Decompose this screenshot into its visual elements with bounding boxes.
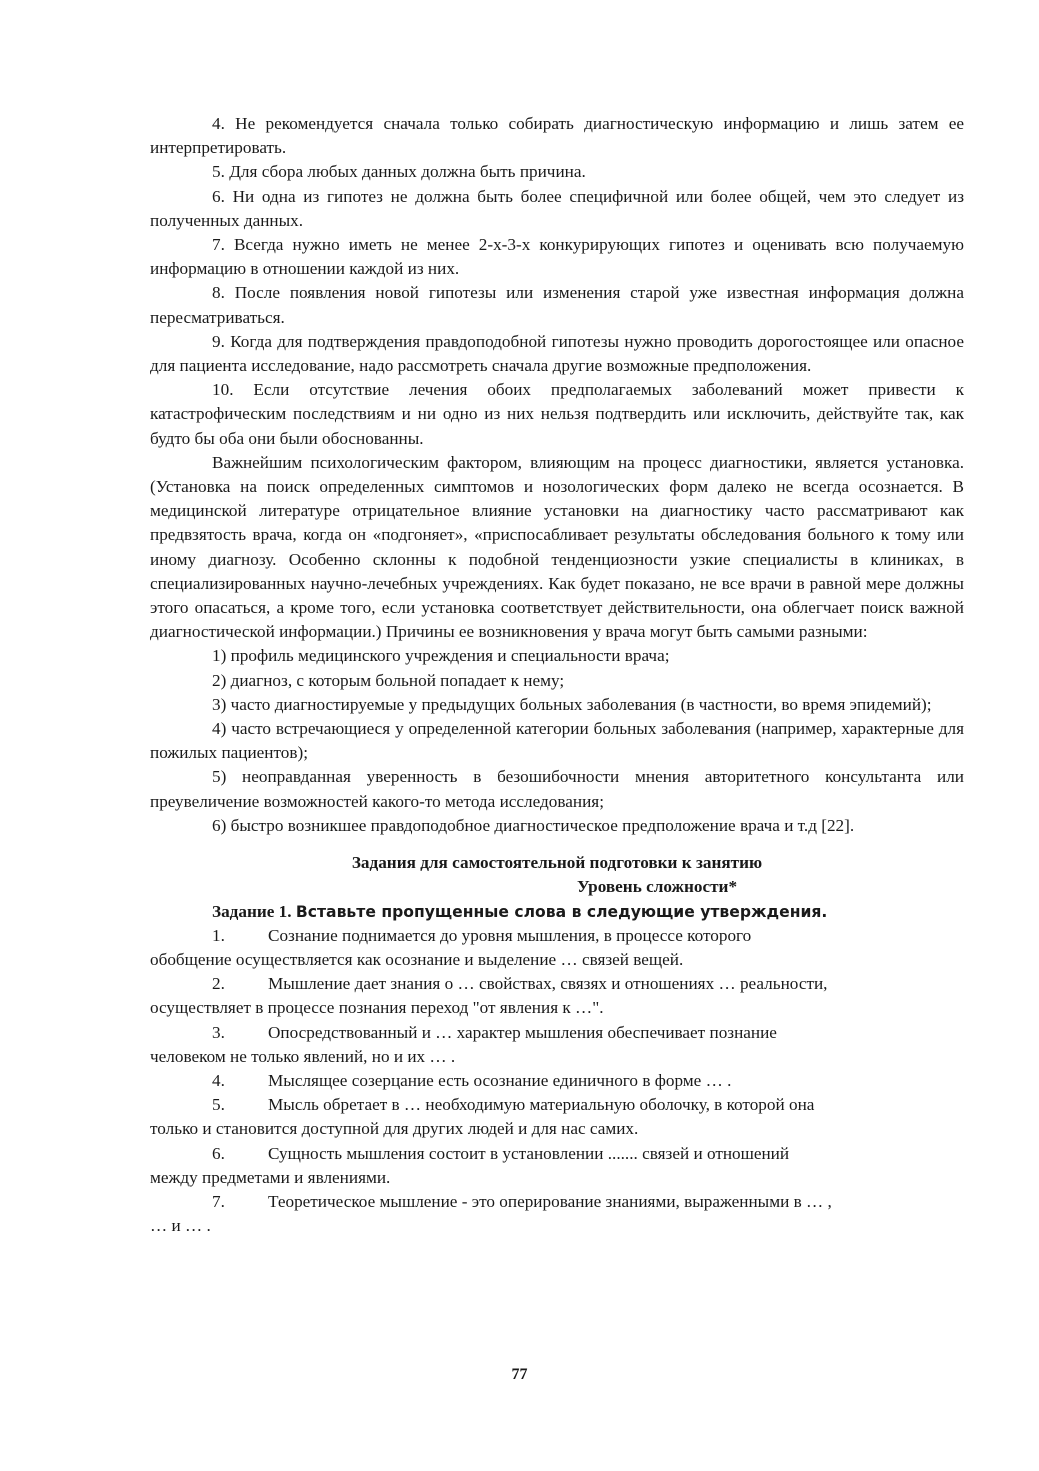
rule-4: 4. Не рекомендуется сначала только собирать диагностическую информацию и лишь затем ее интерпретировать. — [150, 114, 964, 158]
question-continuation: обобщение осуществляется как осознание и выделение … связей вещей. — [150, 949, 684, 969]
cause-3: 3) часто диагностируемые у предыдущих больных заболевания (в частности, во время эпидемий); — [212, 694, 932, 714]
task-dot: . — [287, 901, 292, 921]
question-continuation: только и становится доступной для других людей и для нас самих. — [150, 1119, 639, 1139]
question-number: 4. — [212, 1070, 225, 1090]
cause-5: 5) неоправданная уверенность в безошибочности мнения авторитетного консультанта или преувеличение возможностей какого-то метода исследования; — [150, 767, 964, 811]
question-continuation: осуществляет в процессе познания переход "от явления к …". — [150, 998, 604, 1018]
rule-6: 6. Ни одна из гипотез не должна быть более специфичной или более общей, чем это следует из полученных данных. — [150, 186, 964, 230]
question-continuation: … и … . — [150, 1216, 211, 1236]
question-text: Мысль обретает в … необходимую материальную оболочку, в которой она — [268, 1095, 815, 1115]
rule-8: 8. После появления новой гипотезы или изменения старой уже известная информация должна пересматриваться. — [150, 283, 964, 327]
cause-4: 4) часто встречающиеся у определенной категории больных заболевания (например, характерные для пожилых пациентов); — [150, 719, 964, 763]
task-label: Задание 1 — [212, 901, 288, 921]
question-text: Опосредствованный и … характер мышления обеспечивает познание — [268, 1022, 777, 1042]
section-title: Задания для самостоятельной подготовки к занятию — [351, 853, 763, 873]
cause-1: 1) профиль медицинского учреждения и специальности врача; — [212, 646, 670, 666]
cause-2: 2) диагноз, с которым больной попадает к нему; — [212, 670, 565, 690]
question-4 — [150, 1069, 964, 1093]
question-text: Теоретическое мышление - это оперирование знаниями, выраженными в … , — [268, 1191, 832, 1211]
question-continuation: между предметами и явлениями. — [150, 1167, 391, 1187]
question-3 — [150, 1021, 964, 1069]
question-5 — [150, 1093, 964, 1141]
rule-10: 10. Если отсутствие лечения обоих предполагаемых заболеваний может привести к катастрофическим последствиям и ни одно из них нельзя подтвердить или исключить, действуйте так, как будто бы оба они были обоснованны. — [150, 380, 964, 448]
task-text: Вставьте пропущенные слова в следующие утверждения. — [295, 902, 828, 921]
rule-7: 7. Всегда нужно иметь не менее 2-х-3-х конкурирующих гипотез и оценивать всю получаемую информацию в отношении каждой из них. — [150, 235, 964, 279]
rule-9: 9. Когда для подтверждения правдоподобной гипотезы нужно проводить дорогостоящее или опасное для пациента исследование, надо рассмотреть сначала другие возможные предположения. — [150, 331, 964, 376]
question-number: 3. — [212, 1022, 225, 1042]
question-text: Мышление дает знания о … свойствах, связях и отношениях … реальности, — [268, 974, 828, 994]
cause-6: 6) быстро возникшее правдоподобное диагностическое предположение врача и т.д [22]. — [212, 815, 855, 835]
question-1 — [150, 924, 964, 972]
question-number: 6. — [212, 1143, 225, 1163]
question-number: 2. — [212, 974, 225, 994]
question-text: Мыслящее созерцание есть осознание единичного в форме … . — [268, 1070, 732, 1090]
question-number: 7. — [212, 1191, 225, 1211]
question-text: Сознание поднимается до уровня мышления, в процессе которого — [268, 925, 752, 945]
task-heading — [150, 900, 964, 924]
page-content — [150, 112, 964, 1238]
page-number: 77 — [511, 1366, 528, 1383]
question-2 — [150, 972, 964, 1020]
question-number: 1. — [212, 925, 225, 945]
question-6 — [150, 1142, 964, 1190]
question-text: Сущность мышления состоит в установлении ....... связей и отношений — [268, 1143, 790, 1163]
level-title: Уровень сложности* — [576, 877, 738, 897]
rule-5: 5. Для сбора любых данных должна быть причина. — [212, 162, 586, 182]
question-continuation: человеком не только явлений, но и их … . — [150, 1046, 456, 1066]
question-7 — [150, 1190, 964, 1238]
question-number: 5. — [212, 1095, 225, 1115]
body-paragraph: Важнейшим психологическим фактором, влияющим на процесс диагностики, является установка. (Установка на поиск определенных симптомов и нозологических форм далеко не всегда осознается. В медицинской литературе отрицательное влияние установки на диагностику часто рассматривают как предвзятость врача, когда он «подгоняет», «приспосабливает результаты обследования больного к тому или иному диагнозу. Особенно склонны к подобной тенденциозности узкие специалисты в клиниках, в специализированных научно-лечебных учреждениях. Как будет показано, не все врачи в равной мере должны этого опасаться, а кроме того, если установка соответствует действительности, она облегчает поиск важной диагностической информации.) Причины ее возникновения у врача могут быть самыми разными: — [150, 452, 964, 642]
